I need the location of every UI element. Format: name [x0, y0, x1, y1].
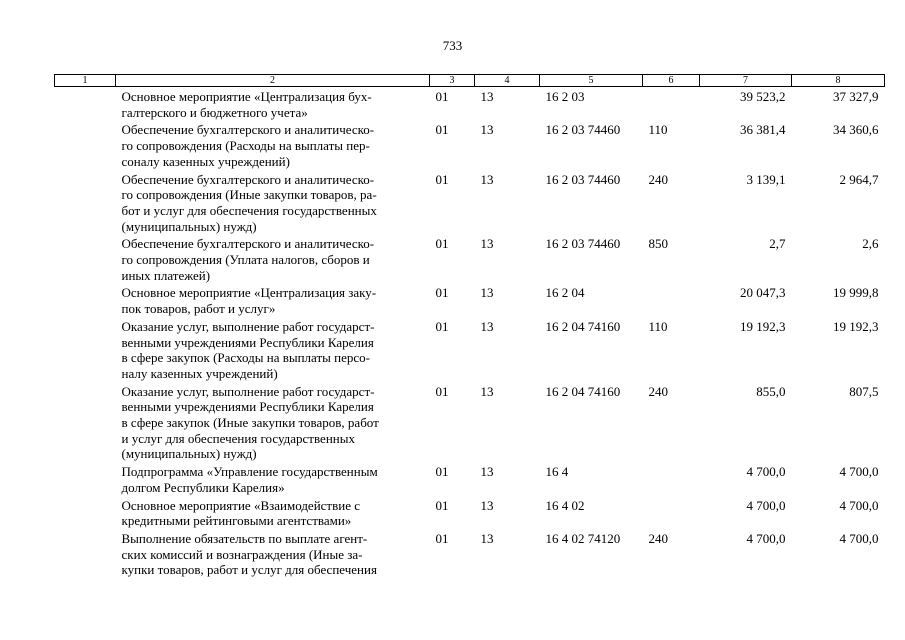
name-line: Выполнение обязательств по выплате агент- [121, 530, 368, 546]
name-line: Обеспечение бухгалтерского и аналитическо- [121, 122, 375, 138]
cell-c7: 20 047,3 [740, 285, 786, 301]
cell-c6 [643, 283, 700, 316]
name-line: иных платежей) [121, 267, 211, 283]
cell-c7: 36 381,4 [740, 122, 786, 138]
cell-c5: 16 2 04 74160 [545, 318, 621, 334]
name-line: в сфере закупок (Иные закупки товаров, работ [121, 415, 379, 431]
table-row [55, 283, 885, 316]
cell-name [116, 382, 430, 463]
budget-table [54, 74, 885, 578]
cell-c4: 13 [480, 171, 494, 187]
name-line: го сопровождения (Расходы на выплаты пер- [121, 138, 370, 154]
cell-c7: 39 523,2 [740, 89, 786, 104]
cell-c7: 4 700,0 [746, 464, 786, 480]
name-line: (муниципальных) нужд) [121, 218, 257, 234]
cell-name [116, 120, 430, 169]
cell-c3: 01 [435, 464, 449, 480]
cell-c3: 01 [435, 530, 449, 546]
cell-c6: 850 [648, 236, 668, 252]
column-header-8: 8 [792, 75, 885, 87]
cell-name [116, 283, 430, 316]
cell-c8: 19 999,8 [833, 285, 879, 301]
cell-c6 [643, 462, 700, 495]
cell-c8: 2 964,7 [839, 171, 879, 187]
cell-c4: 13 [480, 285, 494, 301]
cell-col1 [55, 283, 116, 316]
name-line: Основное мероприятие «Централизация бух- [121, 89, 372, 104]
cell-col1 [55, 382, 116, 463]
name-line: в сфере закупок (Расходы на выплаты персо- [121, 350, 370, 366]
cell-c5: 16 2 04 74160 [545, 383, 621, 399]
page-number: 733 [442, 38, 463, 53]
cell-c5: 16 2 03 74460 [545, 236, 621, 252]
column-header-4: 4 [475, 75, 540, 87]
table-row [55, 87, 885, 121]
cell-c7: 855,0 [756, 383, 786, 399]
table-header [55, 75, 885, 87]
cell-c4: 13 [480, 383, 494, 399]
column-header-3: 3 [430, 75, 475, 87]
cell-c8: 807,5 [849, 383, 879, 399]
name-line: Основное мероприятие «Централизация заку- [121, 285, 377, 301]
table-row [55, 170, 885, 235]
cell-c5: 16 4 02 [545, 497, 585, 513]
name-line: Подпрограмма «Управление государственным [121, 464, 378, 480]
cell-c5: 16 2 03 [545, 89, 585, 104]
cell-c3: 01 [435, 497, 449, 513]
column-header-2: 2 [116, 75, 430, 87]
cell-c5: 16 2 03 74460 [545, 122, 621, 138]
cell-name [116, 87, 430, 121]
name-line: налу казенных учреждений) [121, 365, 278, 381]
cell-col1 [55, 317, 116, 382]
cell-c3: 01 [435, 383, 449, 399]
name-line: купки товаров, работ и услуг для обеспечения [121, 562, 377, 578]
table-row [55, 462, 885, 495]
cell-c6: 110 [648, 318, 668, 334]
name-line: галтерского и бюджетного учета» [121, 104, 308, 120]
name-line: бот и услуг для обеспечения государственных [121, 202, 377, 218]
name-line: и услуг для обеспечения государственных [121, 430, 355, 446]
name-line: Оказание услуг, выполнение работ государст- [121, 318, 375, 334]
name-line: соналу казенных учреждений) [121, 153, 290, 169]
cell-c6 [643, 87, 700, 121]
cell-c7: 4 700,0 [746, 497, 786, 513]
table-row [55, 120, 885, 169]
cell-name [116, 462, 430, 495]
cell-c3: 01 [435, 89, 449, 104]
column-header-1: 1 [55, 75, 116, 87]
cell-c5: 16 2 03 74460 [545, 171, 621, 187]
name-line: Обеспечение бухгалтерского и аналитическо- [121, 236, 375, 252]
column-header-5: 5 [540, 75, 643, 87]
cell-col1 [55, 170, 116, 235]
cell-c7: 19 192,3 [740, 318, 786, 334]
cell-c7: 4 700,0 [746, 530, 786, 546]
cell-name [116, 317, 430, 382]
cell-col1 [55, 496, 116, 529]
cell-c8: 2,6 [862, 236, 879, 252]
cell-c4: 13 [480, 236, 494, 252]
cell-c6 [643, 496, 700, 529]
cell-c7: 2,7 [769, 236, 786, 252]
cell-c3: 01 [435, 285, 449, 301]
cell-c6: 110 [648, 122, 668, 138]
cell-c6: 240 [648, 383, 668, 399]
header-row [55, 75, 885, 87]
name-line: го сопровождения (Уплата налогов, сборов и [121, 252, 370, 268]
cell-c3: 01 [435, 171, 449, 187]
cell-c3: 01 [435, 236, 449, 252]
column-header-7: 7 [700, 75, 792, 87]
cell-c8: 4 700,0 [839, 530, 879, 546]
cell-c8: 4 700,0 [839, 464, 879, 480]
name-line: го сопровождения (Иные закупки товаров, ра- [121, 187, 377, 203]
name-line: пок товаров, работ и услуг» [121, 301, 276, 317]
cell-c4: 13 [480, 318, 494, 334]
name-line: Обеспечение бухгалтерского и аналитическо- [121, 171, 375, 187]
cell-col1 [55, 87, 116, 121]
name-line: венными учреждениями Республики Карелия [121, 334, 374, 350]
table-row [55, 529, 885, 578]
cell-name [116, 234, 430, 283]
cell-col1 [55, 120, 116, 169]
name-line: Оказание услуг, выполнение работ государст- [121, 383, 375, 399]
cell-name [116, 170, 430, 235]
name-line: (муниципальных) нужд) [121, 446, 257, 462]
cell-c5: 16 4 [545, 464, 569, 480]
cell-c4: 13 [480, 464, 494, 480]
table-row [55, 234, 885, 283]
cell-c4: 13 [480, 530, 494, 546]
table-row [55, 496, 885, 529]
cell-name [116, 496, 430, 529]
cell-col1 [55, 462, 116, 495]
cell-c8: 37 327,9 [833, 89, 879, 104]
table-row [55, 317, 885, 382]
cell-c8: 19 192,3 [833, 318, 879, 334]
cell-c6: 240 [648, 171, 668, 187]
column-header-6: 6 [643, 75, 700, 87]
cell-c4: 13 [480, 497, 494, 513]
cell-c7: 3 139,1 [746, 171, 786, 187]
name-line: кредитными рейтинговыми агентствами» [121, 513, 352, 529]
cell-name [116, 529, 430, 578]
cell-c8: 4 700,0 [839, 497, 879, 513]
cell-c3: 01 [435, 122, 449, 138]
name-line: долгом Республики Карелия» [121, 479, 285, 495]
table-body [55, 87, 885, 579]
cell-c4: 13 [480, 122, 494, 138]
name-line: Основное мероприятие «Взаимодействие с [121, 497, 361, 513]
cell-c8: 34 360,6 [833, 122, 879, 138]
cell-c3: 01 [435, 318, 449, 334]
cell-c5: 16 2 04 [545, 285, 585, 301]
cell-c5: 16 4 02 74120 [545, 530, 621, 546]
cell-col1 [55, 234, 116, 283]
cell-col1 [55, 529, 116, 578]
cell-c4: 13 [480, 89, 494, 104]
name-line: венными учреждениями Республики Карелия [121, 399, 374, 415]
cell-c6: 240 [648, 530, 668, 546]
table-row [55, 382, 885, 463]
name-line: ских комиссий и вознаграждения (Иные за- [121, 546, 363, 562]
